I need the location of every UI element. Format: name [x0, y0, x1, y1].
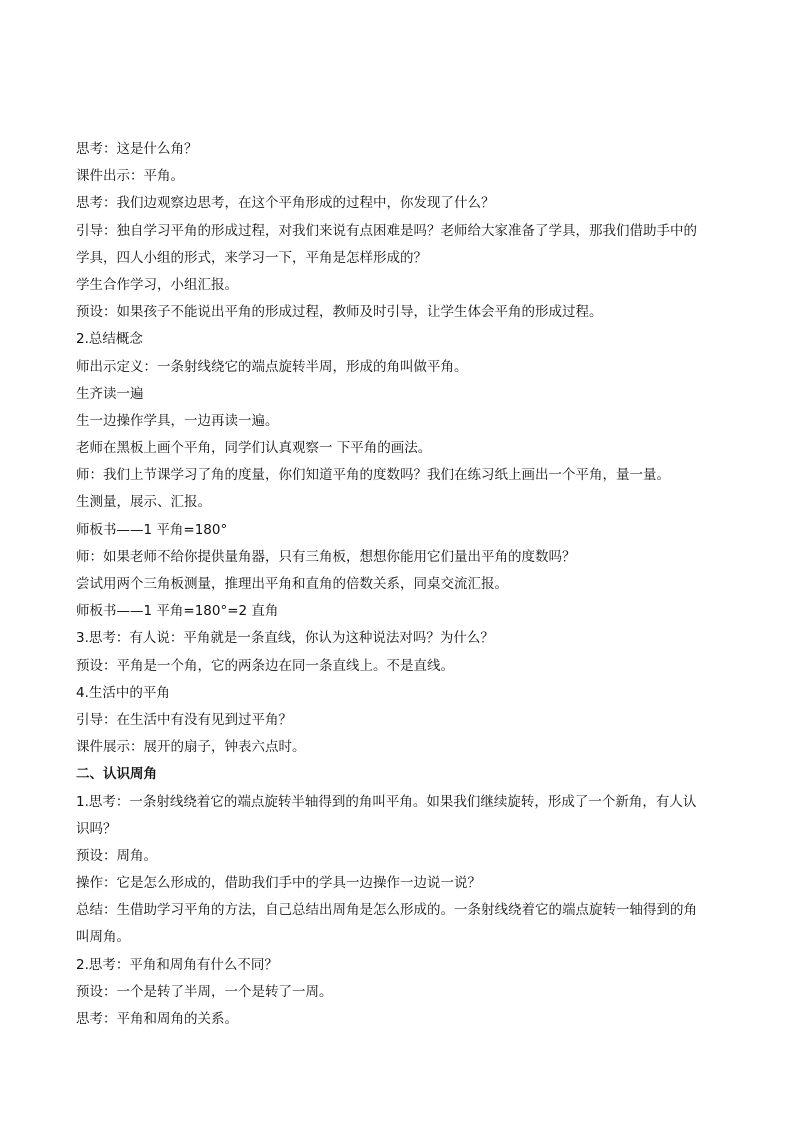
text-line: 引导：独自学习平角的形成过程，对我们来说有点困难是吗？老师给大家准备了学具，那我们借助手中的	[76, 222, 697, 239]
text-line: 2.思考：平角和周角有什么不同？	[76, 956, 278, 973]
text-line: 生一边操作学具，一边再读一遍。	[76, 412, 279, 429]
text-line: 课件出示：平角。	[76, 168, 184, 185]
text-line: 师：我们上节课学习了角的度量，你们知道平角的度数吗？我们在练习纸上画出一个平角，量一量。	[76, 467, 670, 484]
text-line: 引导：在生活中有没有见到过平角？	[76, 711, 292, 728]
text-line: 3.思考：有人说：平角就是一条直线，你认为这种说法对吗？为什么？	[76, 630, 494, 647]
text-line: 操作：它是怎么形成的，借助我们手中的学具一边操作一边说一说？	[76, 875, 481, 892]
text-line: 尝试用两个三角板测量，推理出平角和直角的倍数关系，同桌交流汇报。	[76, 576, 508, 592]
text-line: 师板书——1 平角=180°=2 直角	[76, 603, 279, 620]
text-line: 预设：平角是一个角，它的两条边在同一条直线上。不是直线。	[76, 657, 454, 674]
text-line: 预设：一个是转了半周，一个是转了一周。	[76, 983, 333, 1000]
text-line: 思考：这是什么角？	[76, 141, 198, 157]
text-line: 师：如果老师不给你提供量角器，只有三角板，想想你能用它们量出平角的度数吗？	[76, 548, 576, 565]
text-line: 叫周角。	[76, 929, 130, 946]
text-line: 识吗？	[76, 820, 117, 837]
section-subtitle: 4.生活中的平角	[76, 684, 170, 701]
text-line: 课件展示：展开的扇子，钟表六点时。	[76, 739, 306, 756]
text-line: 老师在黑板上画个平角，同学们认真观察一 下平角的画法。	[76, 440, 432, 457]
text-line: 学生合作学习，小组汇报。	[76, 276, 238, 293]
section-subtitle: 2.总结概念	[76, 331, 143, 348]
section-heading: 二、认识周角	[76, 766, 157, 783]
text-line: 生测量，展示、汇报。	[76, 494, 211, 511]
text-line: 学具，四人小组的形式，来学习一下，平角是怎样形成的？	[76, 249, 427, 266]
document-body	[76, 136, 726, 1033]
text-line: 1.思考：一条射线绕着它的端点旋转半轴得到的角叫平角。如果我们继续旋转，形成了一个新角，有人认	[76, 793, 697, 810]
text-line: 预设：周角。	[76, 847, 157, 864]
text-line: 生齐读一遍	[76, 385, 144, 402]
text-line: 师板书——1 平角=180°	[76, 521, 228, 538]
text-line: 思考：平角和周角的关系。	[76, 1011, 238, 1027]
text-line: 预设：如果孩子不能说出平角的形成过程，教师及时引导，让学生体会平角的形成过程。	[76, 304, 603, 321]
text-line: 思考：我们边观察边思考，在这个平角形成的过程中，你发现了什么？	[76, 195, 495, 212]
text-line: 师出示定义：一条射线绕它的端点旋转半周，形成的角叫做平角。	[76, 358, 468, 375]
text-line: 总结：生借助学习平角的方法，自己总结出周角是怎么形成的。一条射线绕着它的端点旋转一轴得到的角	[76, 902, 697, 919]
